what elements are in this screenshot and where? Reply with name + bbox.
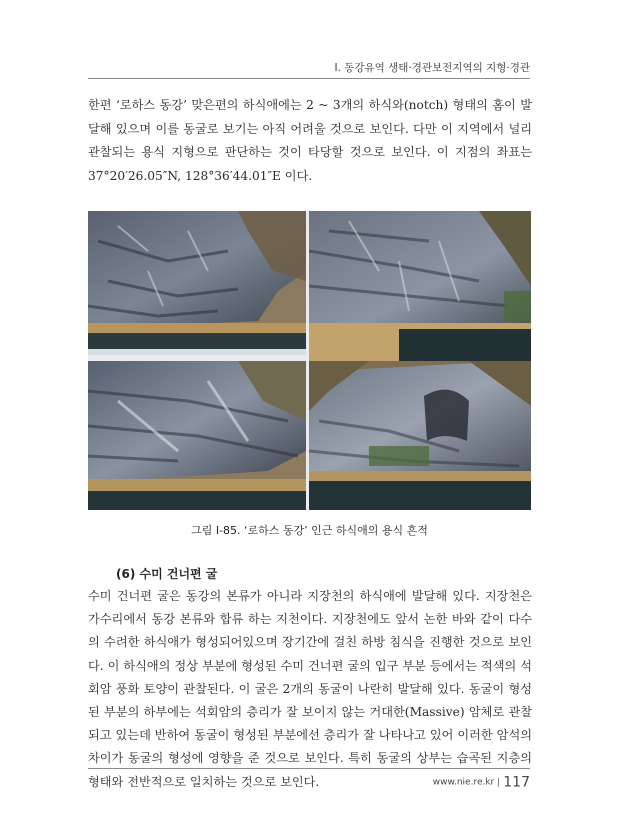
photo-panel-bottom-right xyxy=(309,361,531,510)
intro-paragraph: 한편 ‘로하스 동강’ 맞은편의 하식애에는 2 ~ 3개의 하식와(notch) 형태의 홈이 발달해 있으며 이를 동굴로 보기는 아직 어려울 것으로 보인다. 다만 이 지역에서 널리 관찰되는 용식 지형으로 판단하는 것이 타당할 것으로 보인다. 이 지점의 좌표는 37°20′26.05″N, 128°36′44.01″E 이다. xyxy=(88,98,532,183)
figure-photo-collage xyxy=(88,211,531,510)
photo-panel-top-right xyxy=(309,211,531,361)
running-header: I. 동강유역 생태·경관보전지역의 지형·경관 xyxy=(334,62,530,74)
section-paragraph: 수미 건너편 굴은 동강의 본류가 아니라 지장천의 하식애에 발달해 있다. 지장천은 가수리에서 동강 본류와 합류 하는 지천이다. 지장천에도 앞서 논한 바와 같이 다수의 수려한 하식애가 형성되어있으며 장기간에 걸친 하방 침식을 진행한 것으로 보인다. 이 하식애의 정상 부분에 형성된 수미 건너편 굴의 입구 부분 등에서는 적색의 석회암 풍화 토양이 관찰된다. 이 굴은 2개의 동굴이 나란히 발달해 있다. 동굴이 형성된 부분의 하부에는 석회암의 층리가 잘 보이지 않는 거대한(Massive) 암체로 관찰되고 있는데 반하여 동굴이 형성된 부분에선 층리가 잘 나타나고 있어 이러한 암석의 차이가 동굴의 형성에 영향을 준 것으로 보인다. 특히 동굴의 상부는 습곡된 지층의 형태와 전반적으로 일치하는 것으로 보인다. xyxy=(88,589,532,789)
footer-url: www.nie.re.kr xyxy=(432,777,495,788)
header-divider xyxy=(88,78,530,79)
footer-divider xyxy=(88,768,530,769)
page-footer xyxy=(330,772,530,791)
footer-separator xyxy=(498,778,499,787)
section-heading: (6) 수미 건너편 굴 xyxy=(116,567,218,581)
page-number: 117 xyxy=(503,774,530,791)
photo-panel-bottom-left xyxy=(88,361,306,510)
photo-panel-top-left xyxy=(88,211,306,355)
figure-caption: 그림 I-85. ‘로하스 동강’ 인근 하식애의 용식 흔적 xyxy=(191,524,428,537)
